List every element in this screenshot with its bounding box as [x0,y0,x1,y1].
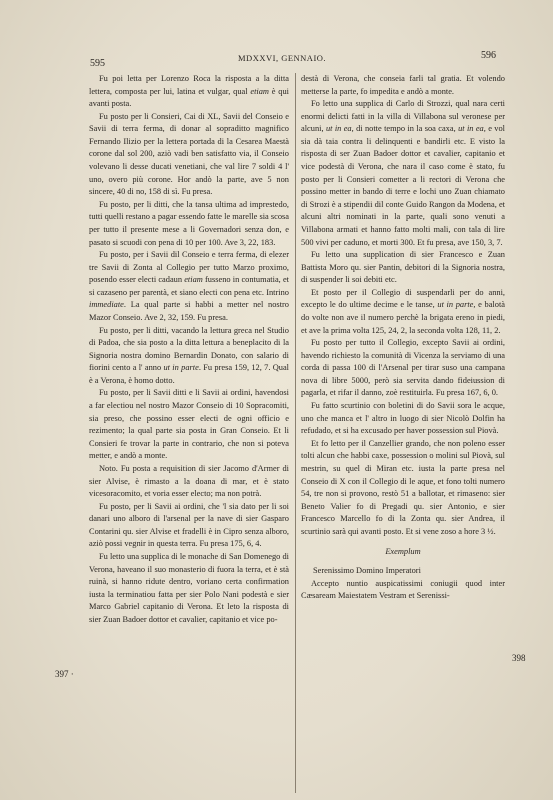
paragraph: Fu posto, per li ditti, che la tansa ultima ad imprestedo, tutti quelli restano a pagar essendo fatte le marelle sia scosa per tutto il presente mese a li Governadori senza don, e pasato si scuodi con pena di 10 per 100. Ave 3, 22, 183. [89,199,289,247]
paragraph: destà di Verona, che conseia farli tal gratia. Et volendo metterse la parte, fo impedita e andò a monte. [301,74,505,96]
page-number-right: 596 [481,50,496,61]
right-column [301,73,505,603]
paragraph: Fu posto per tutto il Collegio, excepto Savii ai ordini, havendo richiesto la comunità di Vicenza la serviamo di una corda di passa 100 di l'Arsenal per tirar suso una campana nova di libre 5000, però sia servita dando fideiussion di pagarla, et rifar il danno, zoè restituirla. Fu presa 167, 6, 0. [301,338,505,398]
exemplum-heading: Exemplum [385,547,421,557]
paragraph: Fu posto, per li Savii ai ordini, che 'l sia dato per li soi danari uno alboro di l'arsenal per la nave di sier Gasparo Contarini qu. sier Alvise et fradelli è in Cipro senza alboro, aziò possi vegnir in questa terra. Fu presa 175, 6, 4. [89,501,289,549]
running-head: MDXXVI, GENNAIO. [238,53,327,63]
left-column [89,73,289,626]
salutation: Serenissimo Domino Imperatori [313,565,421,575]
column-separator [295,73,296,793]
paragraph: Et posto per il Collegio di suspendarli per do anni, excepto le do ultime decime e le tanse, ut in parte, e balotà do volte non ave il numero perchè la brigata ereno in piedi, et ave la prima volta 125, 24, 2, la seconda volta 128, 11, 2. [301,287,505,335]
paragraph: Et fo letto per il Canzellier grando, che non poleno esser tolti alcun che habbi caxe, possession o molini sul Piovà, sul mestrin, su quel di Miran etc. iusta la parte presa nel Conseio di X con il Collegio di le aque, et fono tolti numero 54, tre non si provono, restò 51 a ballotar, et rimaseno: sier Beneto Valier fo di Pregadi qu. sier Antonio, e sier Francesco Marcello fo di la Zonta qu. sier Andrea, il scurtinio sarà qui avanti posto. Et si vene zoso a hore 3 ½. [301,438,505,536]
paragraph: Noto. Fu posta a requisition di sier Jacomo d'Armer di sier Alvise, è rimasto a la doana di mar, et è stato vicesoracomito, et voria esser electo; ma non potrà. [89,463,289,499]
paragraph: Fu posto, per li Savii ditti e li Savii ai ordini, havendosi a far electiou nel nostro Mazor Conseio di 10 Sopracomiti, sia preso, che possino esser electi de ogni officio e rezimento; la qual parte sia posta in Gran Conseio. Et li Consieri fe trovar la parte in contrario, che non si poteva metter, e andò a monte. [89,388,289,461]
paragraph: Fu poi letta per Lorenzo Roca la risposta a la ditta lettera, composta per lui, latina et vulgar, qual etiam è qui avanti posta. [89,74,290,109]
margin-number-left: 397 · [55,669,74,679]
paragraph: Fo letto una supplica di Carlo di Strozzi, qual nara certi enormi delicti fatti in la villa di Villabona sul veronese per alcuni, ut in ea, di notte tempo in la soa caxa, ut in ea, e vol sia dà taia contra li delinquenti e bandirli etc. E visto la risposta di ser Zuan Badoer dottor et cavalier, capitanio et vice podestà di Verona, che nara il caso come è stato, fu posto per li Consieri cometter a li rectori di Verona che possino metter in bando di terre e lochi uno Zuan chiamato di Strozi è a stipendii dil conte Guido Rangon da Modena, et alcuni altri nominati in la parte, quali sono venuti a Villabona armati et hanno fatto molti mali, con tala di lire 500 vivi per caduno, et morti 300. Et fu presa, ave 150, 3, 7. [301,99,506,247]
margin-number-right: 398 [512,653,526,663]
paragraph: Fu posto, per li ditti, vacando la lettura greca nel Studio di Padoa, che sia posto a la ditta lettura a beneplacito di la Signoria nostra domino Bernardin Donato, con salario di fiorini cento a l' anno ut in parte. Fu presa 159, 12, 7. Qual è a Verona, è homo dotto. [89,325,290,385]
paragraph: Fu fatto scurtinio con boletini di do Savii sora le acque, uno che manca et l' altro in luogo di sier Nicolò Dolfin ha refudado, et si ha excusado per haver possession sul Piovà. [301,401,505,436]
paragraph: Fu letto una supplica di le monache di San Domenego di Verona, haveano il suo monasterio di fuora la terra, et è stà ruinà, si hanno ridute dentro, voriano certa confirmation iusta la terminatiou fatta per sier Polo Nani podestà e sier Marco Gabriel capitanio di Verona. Et leto la risposta di sier Zuan Badoer dottor et cavalier, capitanio et vice po- [89,551,289,624]
paragraph: Fu posto, per i Savii dil Conseio e terra ferma, di elezer tre Savii di Zonta al Collegio per tutto Marzo proximo, posendo esser electi cadaun etiam fusseno in contumatia, et si cazaseno per parentà, et siano electi con pena etc. Intrino immediate. La qual parte si habbi a metter nel nostro Mazor Conseio. Ave 2, 32, 159. Fu presa. [89,250,289,322]
paragraph: Fu posto per li Consieri, Cai di XL, Savii del Conseio e Savii di terra ferma, di donar al sopraditto magnifico Fernando Ilizio per la lettera portada di la Cesarea Maestà corone dal sol 200, aziò vadi ben satisfatto via, il Conseio volevano li desse ducati venetiani, che val lire 7 soldi 4 l' uno, overo più corone. Hor andò la parte, ave 5 non sincere, 40 di no, 158 di sì. Fu presa. [89,111,289,197]
paragraph: Accepto nuntio auspicatissimi coniugii quod inter Cæsaream Maiestatem Vestram et Serenissi- [301,578,505,601]
paragraph: Fu letto una supplication di sier Francesco e Zuan Battista Moro qu. sier Pantin, debitori di la Signoria nostra, di suspender li soi debiti etc. [301,250,505,285]
page-number-left: 595 [90,58,105,69]
